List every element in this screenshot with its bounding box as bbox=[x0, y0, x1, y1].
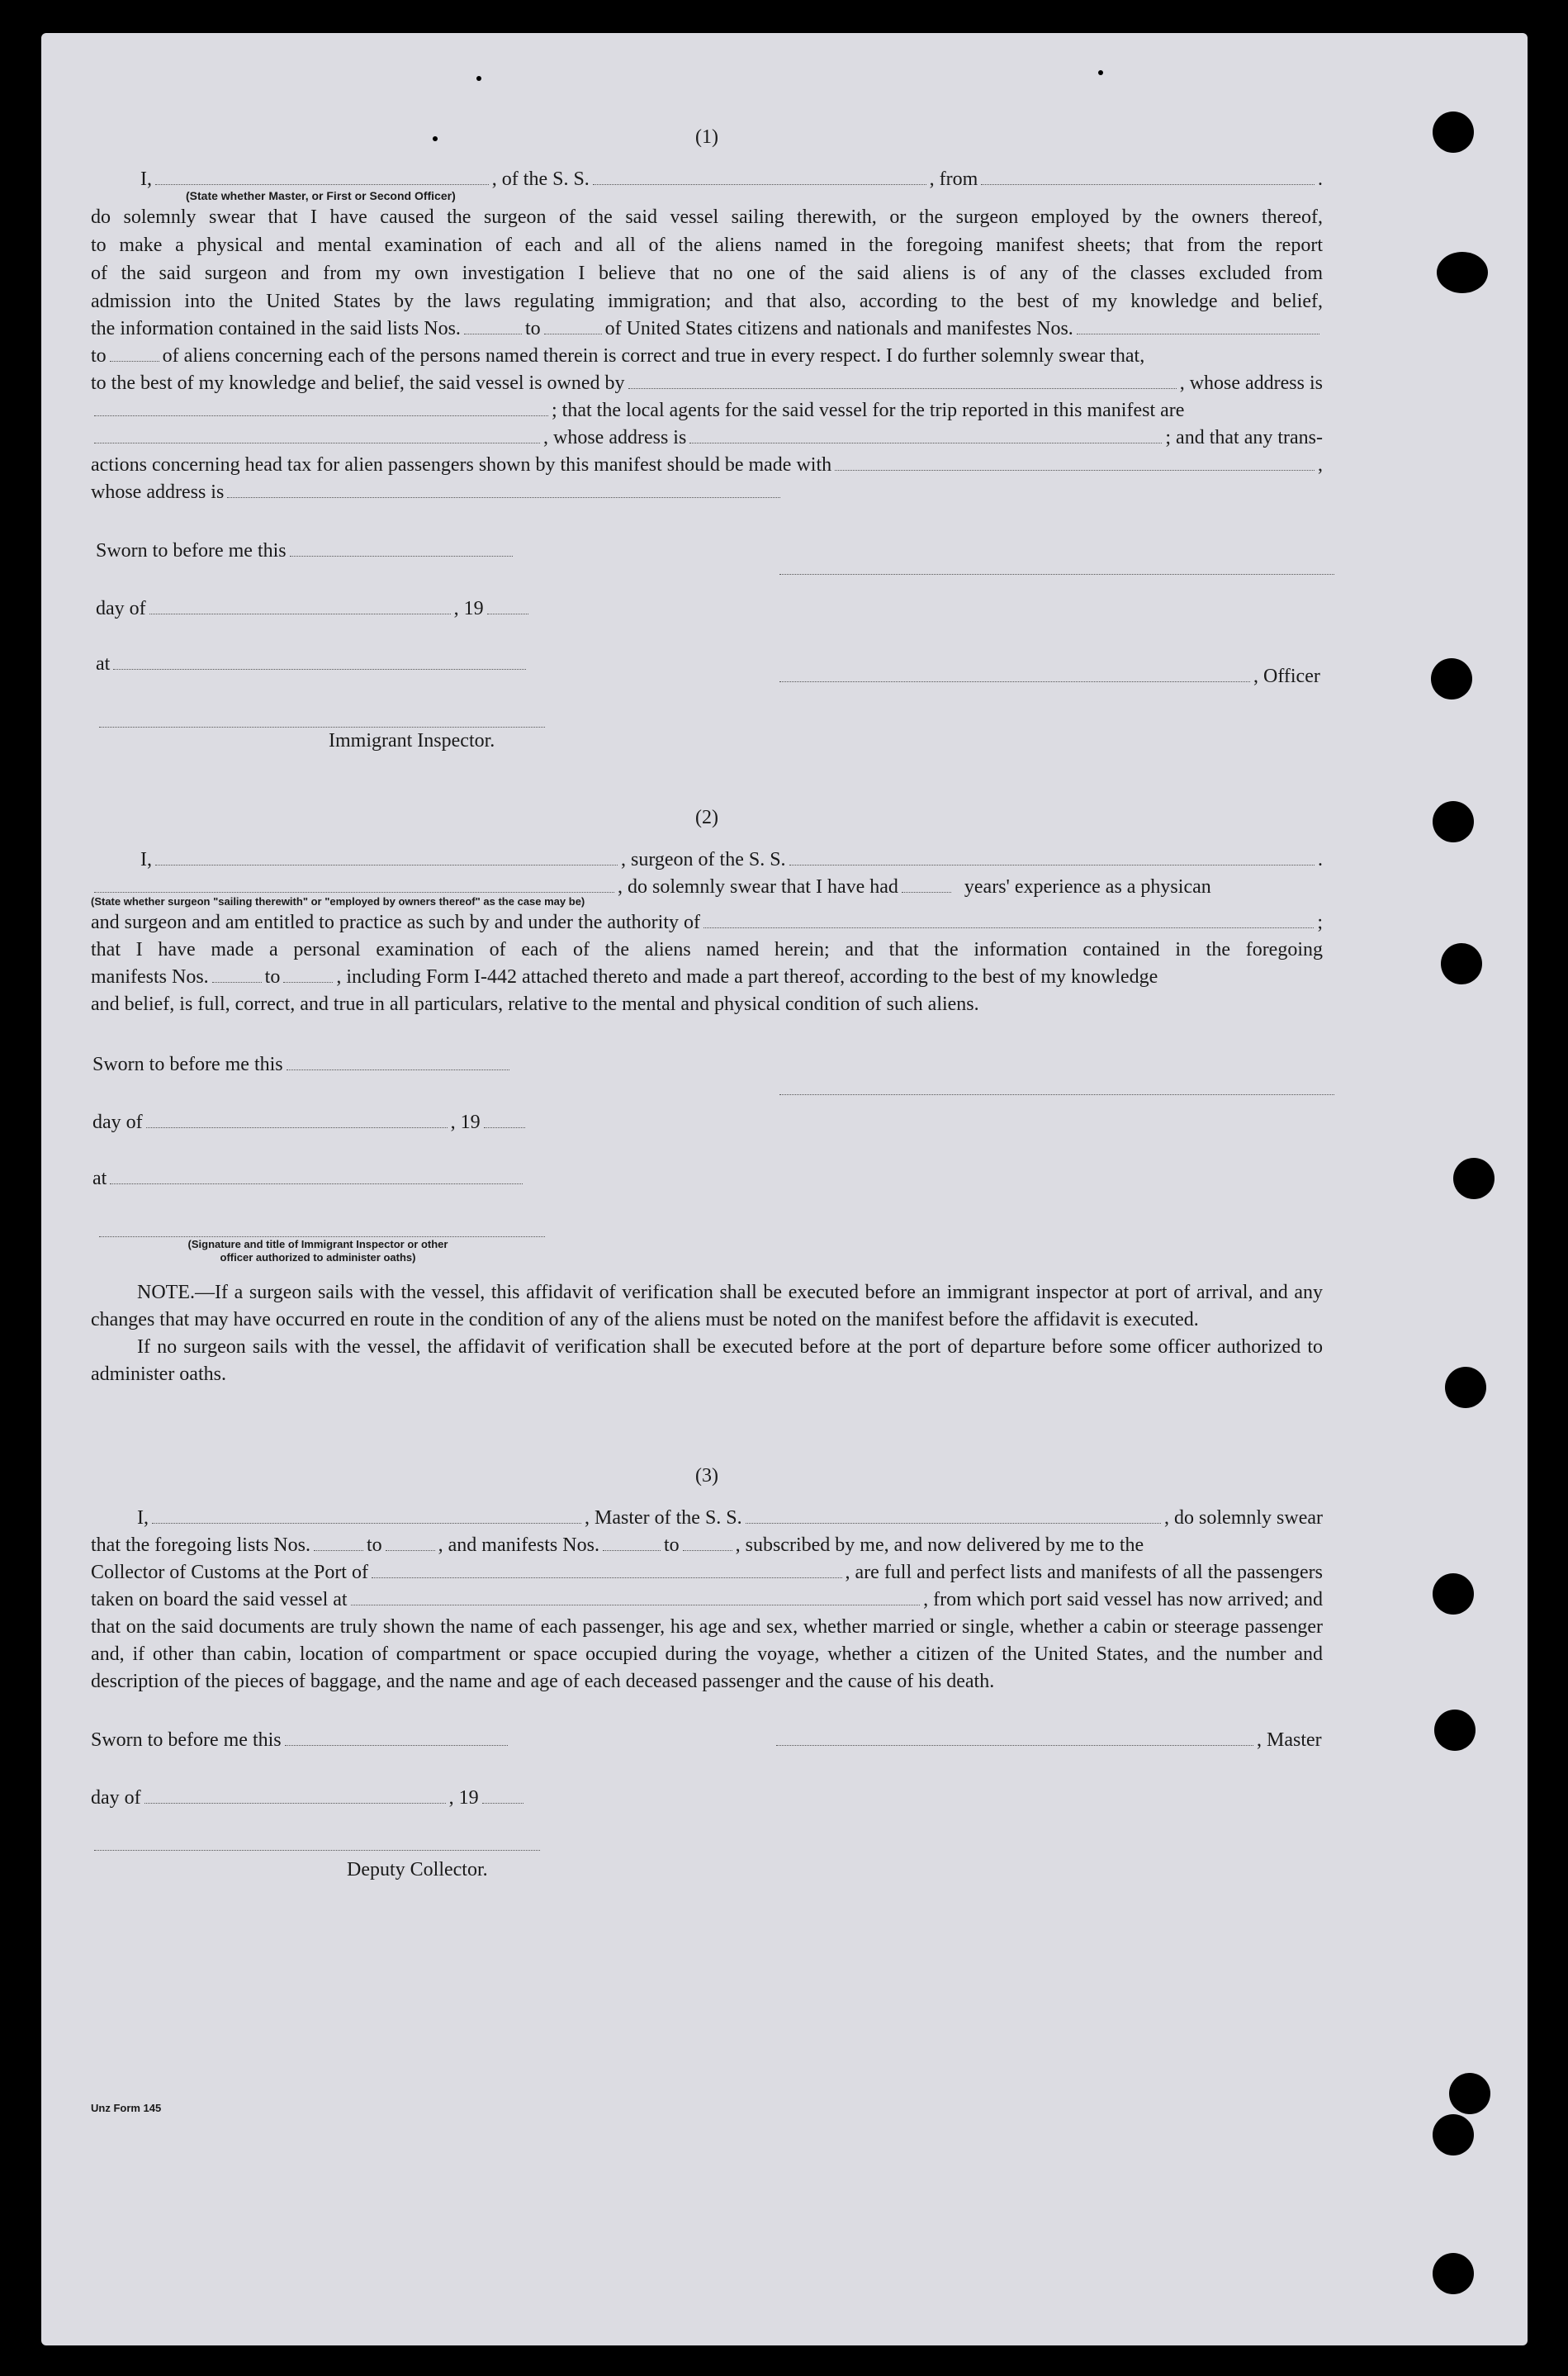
local-agents-field[interactable] bbox=[94, 424, 540, 443]
from-port-field[interactable] bbox=[981, 166, 1315, 185]
s3-manifests-from-field[interactable] bbox=[603, 1532, 661, 1551]
s2-manifests-to-field[interactable] bbox=[283, 964, 333, 983]
s2-body-line: that I have made a personal examination of each of the aliens named herein; and that the information contained in the foregoing bbox=[91, 939, 1323, 960]
s2-sworn-date-field[interactable] bbox=[287, 1051, 509, 1070]
manifests-to-field[interactable] bbox=[110, 343, 159, 362]
s1-body-line: of aliens concerning each of the persons named therein is correct and true in every respect. I do further solemnly swear that, bbox=[162, 345, 1145, 367]
section-1-number: (1) bbox=[695, 126, 718, 148]
years-experience-field[interactable] bbox=[902, 874, 951, 893]
port-field[interactable] bbox=[372, 1559, 842, 1578]
master-name-field[interactable] bbox=[152, 1505, 581, 1524]
s1-day-of-label: day of bbox=[96, 598, 146, 619]
lists-to-field[interactable] bbox=[544, 315, 602, 334]
s2-authority-label: and surgeon and am entitled to practice as such by and under the authority of bbox=[91, 912, 700, 933]
punch-hole bbox=[1433, 801, 1474, 842]
s1-day-field[interactable] bbox=[149, 595, 451, 614]
s3-sworn-date-field[interactable] bbox=[285, 1727, 508, 1746]
s1-body-line: of the said surgeon and from my own investigation I believe that no one of the said aliens is of any of the classes excluded from bbox=[91, 263, 1323, 284]
surgeon-type-field[interactable] bbox=[94, 874, 614, 893]
s3-sworn-label: Sworn to before me this bbox=[91, 1729, 282, 1751]
headtax-address-field[interactable] bbox=[227, 479, 780, 498]
s3-year-field[interactable] bbox=[482, 1785, 523, 1804]
s3-year-label: , 19 bbox=[448, 1787, 479, 1809]
s3-subscribed-label: , subscribed by me, and now delivered by me to the bbox=[735, 1534, 1144, 1556]
speck bbox=[1098, 70, 1103, 75]
s3-lists-label: that the foregoing lists Nos. bbox=[91, 1534, 310, 1556]
s1-comma: , bbox=[1318, 454, 1323, 476]
s3-day-field[interactable] bbox=[144, 1785, 446, 1804]
s2-inspector-signature-field[interactable] bbox=[99, 1218, 545, 1237]
s1-manifests-label: of United States citizens and nationals and manifestes Nos. bbox=[604, 318, 1073, 339]
s2-at-field[interactable] bbox=[110, 1165, 523, 1184]
surgeon-caption: (State whether surgeon "sailing therewith" or "employed by owners thereof" as the case may be) bbox=[91, 895, 585, 908]
s2-period: . bbox=[1318, 849, 1323, 870]
punch-hole bbox=[1437, 252, 1488, 293]
note-block bbox=[91, 1279, 1323, 1388]
s1-inspector-signature-field[interactable] bbox=[99, 709, 545, 728]
s1-officer-field[interactable] bbox=[779, 663, 1250, 682]
speck bbox=[476, 76, 481, 81]
master-signature-field[interactable] bbox=[776, 1727, 1253, 1746]
s1-address-label: , whose address is bbox=[1179, 372, 1323, 394]
s3-i-label: I, bbox=[137, 1507, 149, 1529]
deputy-signature-field[interactable] bbox=[94, 1832, 540, 1851]
s2-surgeon-label: , surgeon of the S. S. bbox=[621, 849, 786, 870]
punch-hole bbox=[1433, 2253, 1474, 2294]
s3-body: that on the said documents are truly shown the name of each passenger, his age and sex, whether married or single, whether a cabin or steerage passenger and, if other than cabin, location of compartment or space occupied during the voyage, whether a citizen of the United States, and the number and description of the pieces of baggage, and the name and age of each deceased passenger and the cause of his death. bbox=[91, 1616, 1323, 1692]
section-2-number: (2) bbox=[695, 807, 718, 828]
s2-at-label: at bbox=[92, 1168, 107, 1189]
section-3-number: (3) bbox=[695, 1465, 718, 1487]
s1-i-label: I, bbox=[140, 168, 152, 190]
s3-arrived-label: , from which port said vessel has now arrived; and bbox=[923, 1589, 1323, 1610]
s3-master-label: , Master of the S. S. bbox=[585, 1507, 742, 1529]
s2-day-field[interactable] bbox=[146, 1109, 448, 1128]
s3-master-signature-label: , Master bbox=[1257, 1729, 1322, 1751]
headtax-contact-field[interactable] bbox=[835, 452, 1315, 471]
punch-hole bbox=[1445, 1367, 1486, 1408]
vessel-name-field[interactable] bbox=[593, 166, 926, 185]
s1-owner-label: to the best of my knowledge and belief, the said vessel is owned by bbox=[91, 372, 625, 394]
s3-lists-from-field[interactable] bbox=[314, 1532, 363, 1551]
taken-at-field[interactable] bbox=[351, 1586, 921, 1605]
s1-body-line: do solemnly swear that I have caused the surgeon of the said vessel sailing therewith, or the surgeon employed by the owners thereof, bbox=[91, 206, 1323, 228]
s1-agents-label: ; that the local agents for the said vessel for the trip reported in this manifest are bbox=[552, 400, 1185, 421]
s1-from-label: , from bbox=[929, 168, 978, 190]
punch-hole bbox=[1441, 943, 1482, 984]
s1-at-field[interactable] bbox=[113, 651, 526, 670]
signature-caption: (Signature and title of Immigrant Inspector or other bbox=[187, 1238, 448, 1250]
officer-name-field[interactable] bbox=[155, 166, 489, 185]
s3-deputy-label: Deputy Collector. bbox=[347, 1859, 488, 1880]
s3-port-label: Collector of Customs at the Port of bbox=[91, 1562, 368, 1583]
note-paragraph: If no surgeon sails with the vessel, the affidavit of verification shall be executed before at the port of departure before some officer authorized to administer oaths. bbox=[91, 1336, 1323, 1385]
manifests-from-field[interactable] bbox=[1077, 315, 1319, 334]
punch-hole bbox=[1449, 2073, 1490, 2114]
s1-lists-label: the information contained in the said lists Nos. bbox=[91, 318, 461, 339]
s2-semicolon: ; bbox=[1317, 912, 1323, 933]
s1-period: . bbox=[1318, 168, 1324, 190]
lists-from-field[interactable] bbox=[464, 315, 522, 334]
form-content bbox=[91, 116, 1323, 1910]
s3-swear-label: , do solemnly swear bbox=[1164, 1507, 1323, 1529]
punch-hole bbox=[1434, 1710, 1476, 1751]
punch-hole bbox=[1433, 2114, 1474, 2155]
s1-body-line: to make a physical and mental examination of each and all of the aliens named in the foregoing manifest sheets; that from the report bbox=[91, 235, 1323, 256]
s3-taken-label: taken on board the said vessel at bbox=[91, 1589, 348, 1610]
s3-day-of-label: day of bbox=[91, 1787, 141, 1809]
s2-manifests-from-field[interactable] bbox=[212, 964, 262, 983]
s1-to-label: to bbox=[524, 318, 541, 339]
s2-to-label: to bbox=[264, 966, 281, 988]
s2-manifests-label: manifests Nos. bbox=[91, 966, 209, 988]
s2-swear-label: , do solemnly swear that I have had bbox=[618, 876, 898, 898]
surgeon-name-field[interactable] bbox=[155, 847, 618, 866]
s3-to-label: to bbox=[663, 1534, 680, 1556]
s1-officer-signature-field[interactable] bbox=[779, 556, 1334, 575]
s3-manifests-to-field[interactable] bbox=[683, 1532, 732, 1551]
agents-address-field[interactable] bbox=[689, 424, 1162, 443]
punch-hole bbox=[1431, 658, 1472, 700]
s3-to-label: to bbox=[366, 1534, 382, 1556]
s3-vessel-field[interactable] bbox=[746, 1505, 1161, 1524]
s2-form-label: , including Form I-442 attached thereto and made a part thereof, according to the best of my knowledge bbox=[336, 966, 1158, 988]
s2-experience-label: years' experience as a physican bbox=[964, 876, 1211, 898]
s3-lists-to-field[interactable] bbox=[386, 1532, 435, 1551]
punch-hole bbox=[1433, 1573, 1474, 1615]
s2-i-label: I, bbox=[140, 849, 152, 870]
s2-year-field[interactable] bbox=[484, 1109, 525, 1128]
s1-ss-label: , of the S. S. bbox=[491, 168, 590, 190]
s1-address-label: , whose address is bbox=[543, 427, 687, 448]
owner-address-field[interactable] bbox=[94, 397, 548, 416]
punch-hole bbox=[1453, 1158, 1495, 1199]
s2-year-label: , 19 bbox=[450, 1112, 481, 1133]
note-paragraph: NOTE.—If a surgeon sails with the vessel, this affidavit of verification shall be executed before an immigrant inspector at port of arrival, and any changes that may have occurred en route in the condition of any of the aliens must be noted on the manifest before the affidavit is executed. bbox=[91, 1282, 1323, 1330]
s2-sworn-label: Sworn to before me this bbox=[92, 1054, 283, 1075]
s1-year-label: , 19 bbox=[453, 598, 484, 619]
form-number: Unz Form 145 bbox=[91, 2102, 162, 2114]
s1-officer-label: , Officer bbox=[1253, 666, 1320, 687]
s3-manifests-label: , and manifests Nos. bbox=[438, 1534, 599, 1556]
s1-sworn-label: Sworn to before me this bbox=[96, 540, 287, 562]
punch-hole bbox=[1433, 111, 1474, 153]
s2-surgeon-signature-field[interactable] bbox=[779, 1076, 1334, 1095]
vessel-owner-field[interactable] bbox=[628, 370, 1177, 389]
s1-transactions-label: ; and that any trans- bbox=[1165, 427, 1323, 448]
s2-body-line: and belief, is full, correct, and true in all particulars, relative to the mental and physical condition of such aliens. bbox=[91, 994, 979, 1015]
s1-year-field[interactable] bbox=[487, 595, 528, 614]
s1-headtax-label: actions concerning head tax for alien passengers shown by this manifest should be made with bbox=[91, 454, 832, 476]
s2-day-of-label: day of bbox=[92, 1112, 143, 1133]
authority-field[interactable] bbox=[703, 909, 1314, 928]
s1-inspector-label: Immigrant Inspector. bbox=[329, 730, 495, 752]
s3-lists-text: , are full and perfect lists and manifests of all the passengers bbox=[845, 1562, 1323, 1583]
s1-body-line: admission into the United States by the laws regulating immigration; and that also, according to the best of my knowledge and belief, bbox=[91, 291, 1323, 312]
s1-address-label: whose address is bbox=[91, 481, 225, 503]
s1-to-label: to bbox=[91, 345, 107, 367]
officer-caption: (State whether Master, or First or Second Officer) bbox=[186, 189, 456, 202]
s1-sworn-date-field[interactable] bbox=[290, 538, 513, 557]
s1-at-label: at bbox=[96, 653, 111, 675]
signature-caption: officer authorized to administer oaths) bbox=[220, 1251, 416, 1264]
s2-vessel-field[interactable] bbox=[789, 847, 1315, 866]
